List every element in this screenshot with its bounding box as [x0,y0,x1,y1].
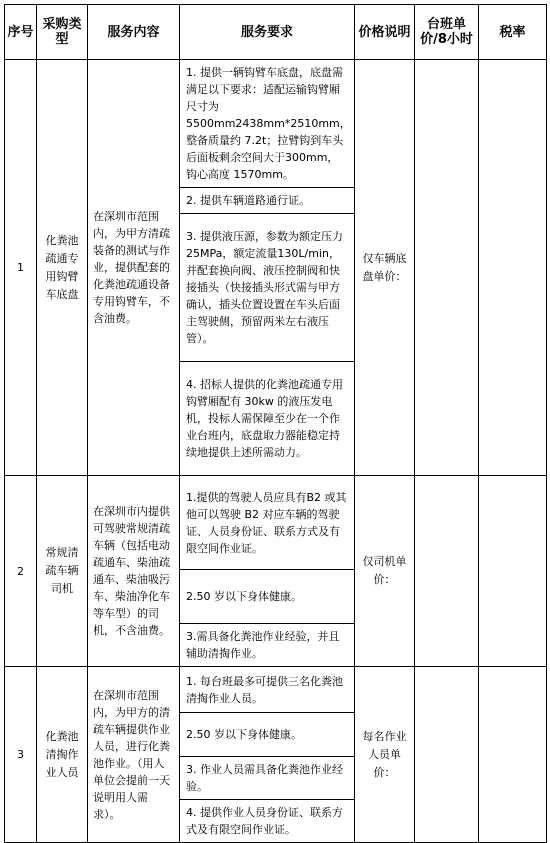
header-no: 序号 [5,5,37,60]
row-no: 1 [5,60,37,476]
row-requirement: 4. 提供作业人员身份证、联系方式及有限空间作业证。 [180,800,355,843]
procurement-table [4,4,547,843]
row-tax-rate [479,60,547,476]
table-row [5,60,547,188]
row-requirement: 1.提供的驾驶人员应具有B2 或其他可以驾驶 B2 对应车辆的驾驶证、人员身份证、联系方式及有限空间作业证。 [180,476,355,570]
header-price-note: 价格说明 [355,5,415,60]
row-no: 2 [5,476,37,667]
row-type: 常规清疏车辆司机 [37,476,88,667]
header-requirements: 服务要求 [180,5,355,60]
row-price-note: 仅车辆底盘单价： [355,60,415,476]
row-content: 在深圳市范围内，为甲方的清疏车辆提供作业人员，进行化粪池作业。（用人单位会提前一天说明用人需求）。 [88,667,180,843]
row-content: 在深圳市内提供可驾驶常规清疏车辆（包括电动疏通车、柴油疏通车、柴油吸污车、柴油净化车等车型）的司机，不含油费。 [88,476,180,667]
row-requirement: 1. 每台班最多可提供三名化粪池清掏作业人员。 [180,667,355,713]
row-tax-rate [479,476,547,667]
header-content: 服务内容 [88,5,180,60]
row-unit-price [415,60,479,476]
row-no: 3 [5,667,37,843]
header-tax-rate: 税率 [479,5,547,60]
row-content: 在深圳市范围内，为甲方清疏装备的测试与作业，提供配套的化粪池疏通设备专用钩臂车，不含油费。 [88,60,180,476]
row-requirement: 2.50 岁以下身体健康。 [180,570,355,624]
row-price-note: 每名作业人员单价： [355,667,415,843]
table-row [5,476,547,570]
header-type: 采购类型 [37,5,88,60]
table-row [5,667,547,713]
row-type: 化粪池清掏作业人员 [37,667,88,843]
row-tax-rate [479,667,547,843]
header-row [5,5,547,60]
row-requirement: 3. 提供液压源，参数为额定压力 25MPa，额定流量130L/min，并配套换向阀、液压控制阀和快接插头（快接插头形式需与甲方确认，插头位置设置在车头后面主驾驶侧，预留两米左右液压管）。 [180,214,355,362]
row-requirement: 3. 作业人员需具备化粪池作业经验。 [180,757,355,800]
row-type: 化粪池疏通专用钩臂车底盘 [37,60,88,476]
row-requirement: 3.需具备化粪池作业经验，并且辅助清掏作业。 [180,624,355,667]
row-price-note: 仅司机单价： [355,476,415,667]
row-unit-price [415,667,479,843]
row-requirement: 2. 提供车辆道路通行证。 [180,188,355,214]
header-unit-price: 台班单价/8小时 [415,5,479,60]
row-requirement: 1. 提供一辆钩臂车底盘，底盘需满足以下要求：适配运输钩臂厢尺寸为5500mm2438mm*2510mm，整备质量约 7.2t；拉臂钩到车头后面板剩余空间大于300mm，钩心高度 1570mm。 [180,60,355,188]
row-requirement: 4. 招标人提供的化粪池疏通专用钩臂厢配有 30kw 的液压发电机，投标人需保障至少在一个作业台班内，底盘取力器能稳定持续地提供上述所需动力。 [180,362,355,476]
row-requirement: 2.50 岁以下身体健康。 [180,713,355,757]
row-unit-price [415,476,479,667]
